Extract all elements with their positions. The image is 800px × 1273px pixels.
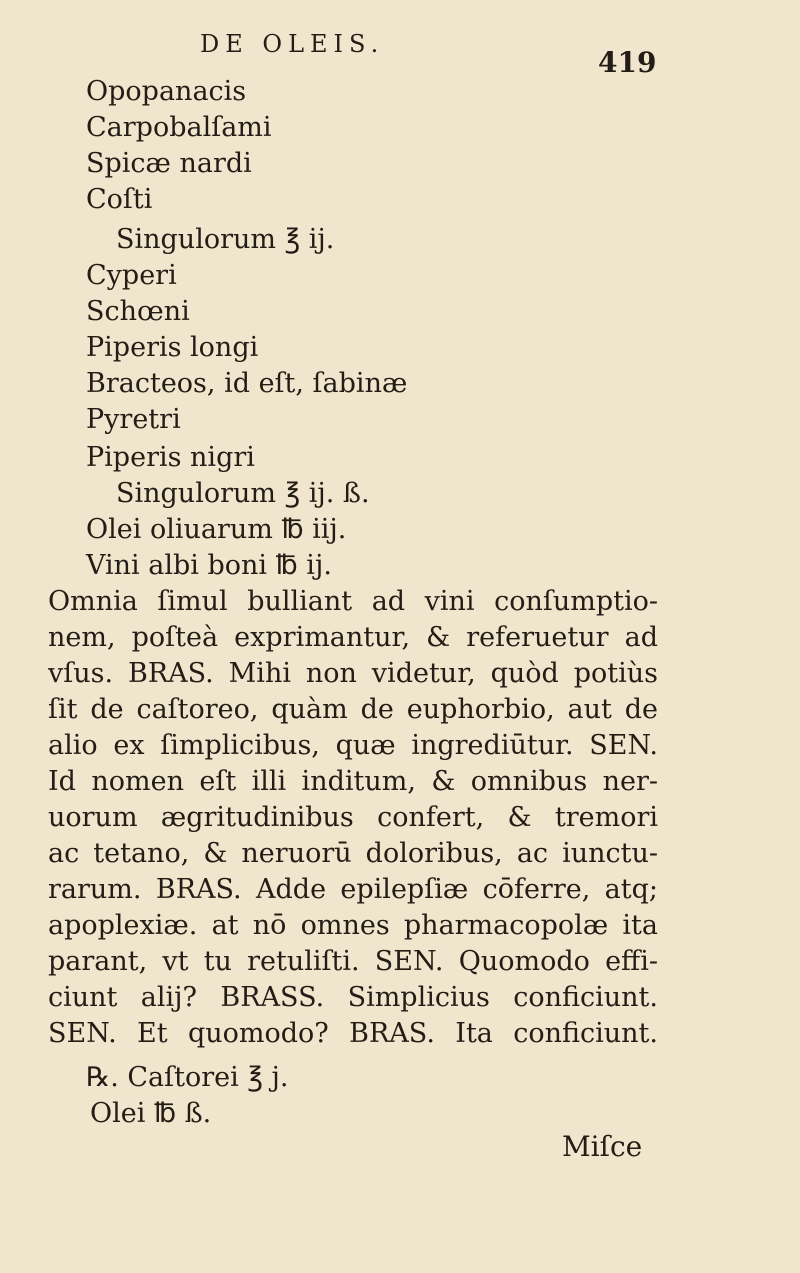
dosage-line: Vini albi boni ℔ ij. <box>86 550 332 581</box>
prose-line: alio ex ſimplicibus, quæ ingrediūtur. SEN. <box>48 730 658 761</box>
ingredient-line: Pyretri <box>86 404 181 435</box>
catchword: Miſce <box>562 1130 643 1163</box>
recipe-line: ℞. Caſtorei ℥ j. <box>86 1062 289 1093</box>
recipe-line: Olei ℔ ß. <box>90 1098 212 1129</box>
dosage-line: Singulorum ℥ ij. <box>116 224 335 255</box>
ingredient-line: Cyperi <box>86 260 177 291</box>
ingredient-line: Schœni <box>86 296 190 327</box>
dosage-line: Olei oliuarum ℔ iij. <box>86 514 347 545</box>
prose-line: vſus. BRAS. Mihi non videtur, quòd potiùs <box>48 658 658 689</box>
prose-line: Id nomen eſt illi inditum, & omnibus ner- <box>48 766 658 797</box>
prose-line: Omnia ſimul bulliant ad vini conſumptio- <box>48 586 658 617</box>
running-head: DE OLEIS. <box>200 30 385 58</box>
dosage-line: Singulorum ℥ ij. ß. <box>116 478 370 509</box>
page-number: 419 <box>598 46 657 79</box>
prose-line: ſit de caſtoreo, quàm de euphorbio, aut de <box>48 694 658 725</box>
ingredient-line: Piperis longi <box>86 332 259 363</box>
prose-line: ciunt alij? BRASS. Simplicius conficiunt. <box>48 982 658 1013</box>
prose-line: SEN. Et quomodo? BRAS. Ita conficiunt. <box>48 1018 658 1049</box>
ingredient-line: Opopanacis <box>86 76 247 107</box>
ingredient-line: Piperis nigri <box>86 442 255 473</box>
ingredient-line: Carpobalſami <box>86 112 272 143</box>
prose-line: ac tetano, & neruorū doloribus, ac iunctu- <box>48 838 658 869</box>
prose-line: nem, poſteà exprimantur, & referuetur ad <box>48 622 658 653</box>
prose-line: parant, vt tu retuliſti. SEN. Quomodo effi- <box>48 946 658 977</box>
prose-line: apoplexiæ. at nō omnes pharmacopolæ ita <box>48 910 658 941</box>
ingredient-line: Spicæ nardi <box>86 148 252 179</box>
prose-line: uorum ægritudinibus confert, & tremori <box>48 802 658 833</box>
ingredient-line: Bracteos, id eſt, ſabinæ <box>86 368 408 399</box>
prose-line: rarum. BRAS. Adde epilepſiæ cōferre, atq; <box>48 874 658 905</box>
ingredient-line: Coſti <box>86 184 153 215</box>
